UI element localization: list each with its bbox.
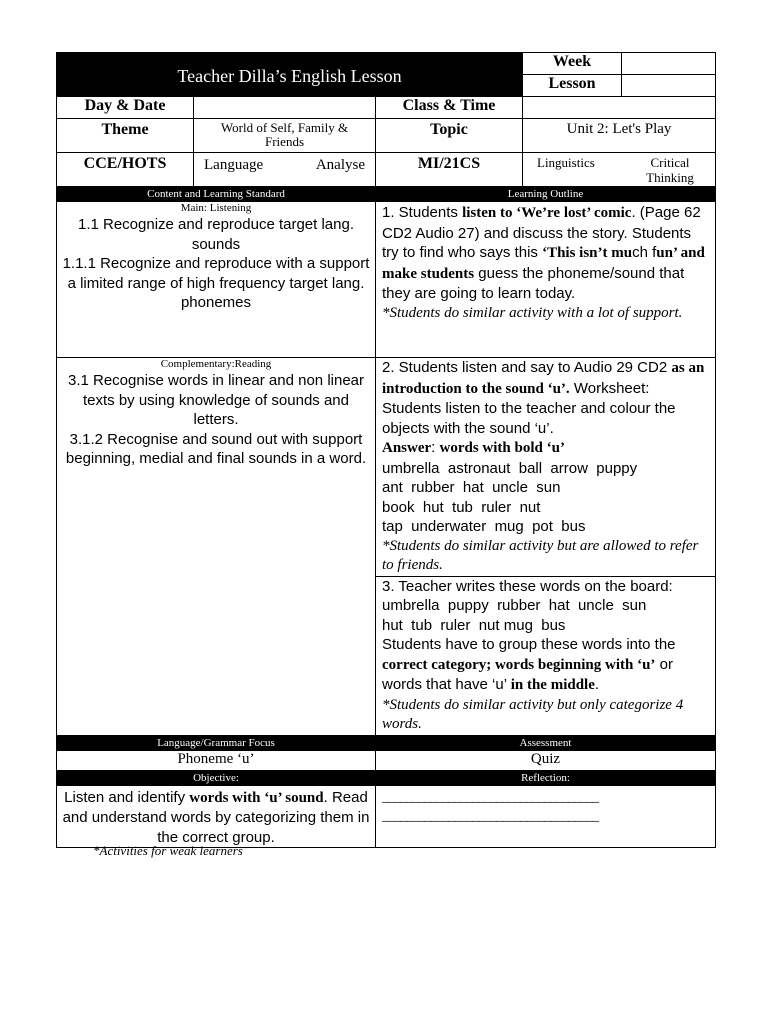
outline3-word-line-2: hut tub ruler nut mug bus (382, 616, 566, 634)
week-value (622, 53, 716, 75)
outline1-bold-2: ‘This isn’t mu (542, 245, 633, 261)
page-title: Teacher Dilla’s English Lesson (57, 53, 523, 97)
mi-label: MI/21CS (376, 153, 523, 187)
day-date-label: Day & Date (57, 97, 194, 119)
outline1-text-1: 1. Students (382, 204, 463, 221)
lesson-plan (56, 52, 715, 848)
outline1-text-2: . (Page 62 CD2 Audio 27) and discuss the story. Students try to find who says this (382, 204, 701, 261)
outline1-text-4: guess the phoneme/sound that they are going to learn today. (382, 264, 685, 302)
cce-value-analyse: Analyse (315, 157, 365, 173)
outline1-weak-learners-note: *Students do similar activity with a lot of support. (382, 304, 683, 321)
day-date-value (194, 97, 376, 119)
assessment-value: Quiz (376, 750, 716, 770)
complementary-text-1: 3.1 Recognise words in linear and non linear texts by using knowledge of sounds and letters. (67, 372, 364, 428)
reflection-line-1: ____________________________________ (382, 789, 598, 805)
outline-step-1 (376, 202, 716, 358)
cce-value (194, 153, 376, 187)
outline2-bold-3: words with bold ‘u’ (439, 440, 565, 456)
outline2-weak-learners-note: *Students do similar activity but are allowed to refer to friends. (382, 537, 699, 573)
outline1-bold-1: listen to ‘We’re lost’ comic (462, 205, 632, 221)
objective-header: Objective: (57, 770, 376, 785)
complementary-standard-cell (57, 358, 376, 736)
objective-text-2: . Read and understand words by categorizing them in the correct group. (62, 788, 370, 846)
outline3-text-1: 3. Teacher writes these words on the board: (382, 577, 673, 595)
outline2-answer-label: Answer (382, 440, 432, 456)
mi-value (523, 153, 716, 187)
reflection-header: Reflection: (376, 770, 716, 785)
mi-value-critical-thinking: Critical Thinking (646, 155, 694, 185)
outline1-text-3: ch f (632, 244, 657, 261)
outline2-text-2: Worksheet: Students listen to the teacher and colour the objects with the sound ‘u’. (382, 379, 676, 437)
class-time-value (523, 97, 716, 119)
outline-step-3 (376, 576, 716, 735)
week-label: Week (523, 53, 622, 75)
outline2-bold-1: as an introduction to the sound ‘u’. (382, 360, 705, 397)
outline2-text-3: : (431, 439, 440, 456)
grammar-focus-header: Language/Grammar Focus (57, 735, 376, 750)
assessment-header: Assessment (376, 735, 716, 750)
outline2-word-line-1: umbrella astronaut ball arrow puppy (382, 459, 638, 477)
outline3-bold-1: correct category; words beginning with ‘u’ (382, 656, 656, 673)
class-time-label: Class & Time (376, 97, 523, 119)
lesson-value (622, 75, 716, 97)
cce-label: CCE/HOTS (57, 153, 194, 187)
lesson-plan-table (56, 52, 716, 848)
objective-bold: words with ‘u’ sound (189, 789, 324, 806)
outline2-word-line-4: tap underwater mug pot bus (382, 518, 586, 535)
theme-label: Theme (57, 119, 194, 153)
cce-value-language: Language (204, 157, 264, 173)
complementary-subheading: Complementary:Reading (160, 358, 272, 370)
outline3-text-2: Students have to group these words into the (382, 636, 676, 653)
outline1-bold-3: un’ and make students (382, 245, 705, 282)
objective-cell (57, 785, 376, 848)
content-standard-header: Content and Learning Standard (57, 187, 376, 202)
theme-value: World of Self, Family & Friends (194, 119, 376, 153)
grammar-focus-text: Phoneme ‘u’ (177, 750, 255, 767)
outline2-text-1: 2. Students listen and say to Audio 29 CD2 (382, 359, 672, 376)
topic-value: Unit 2: Let's Play (523, 119, 716, 153)
main-standard-cell (57, 202, 376, 358)
outline-step-2 (376, 358, 716, 577)
complementary-text-2: 3.1.2 Recognise and sound out with support beginning, medial and final sounds in a word. (65, 430, 367, 467)
topic-label: Topic (376, 119, 523, 153)
learning-outline-header: Learning Outline (376, 187, 716, 202)
reflection-line-2: ____________________________________ (382, 808, 598, 824)
main-standard-subheading: Main: Listening (180, 202, 252, 214)
main-standard-text-2: 1.1.1 Recognize and reproduce with a support a limited range of high frequency target lang. phonemes (62, 255, 370, 311)
outline3-bold-2: in the middle (510, 677, 595, 693)
reflection-cell (376, 785, 716, 848)
lesson-label: Lesson (523, 75, 622, 97)
footnote: *Activities for weak learners (93, 843, 243, 858)
outline3-weak-learners-note: *Students do similar activity but only categorize 4 words. (382, 696, 684, 732)
main-standard-text-1: 1.1 Recognize and reproduce target lang. sounds (77, 216, 355, 253)
outline2-word-line-3: book hut tub ruler nut (382, 498, 541, 516)
mi-value-linguistics: Linguistics (537, 155, 595, 170)
outline3-word-line-1: umbrella puppy rubber hat uncle sun (382, 597, 647, 614)
outline3-text-4: . (594, 676, 600, 693)
grammar-focus-value (57, 750, 376, 770)
outline3-text-3: or words that have ‘u’ (382, 655, 673, 693)
objective-text-1: Listen and identify (64, 788, 190, 806)
outline2-word-line-2: ant rubber hat uncle sun (382, 479, 561, 496)
